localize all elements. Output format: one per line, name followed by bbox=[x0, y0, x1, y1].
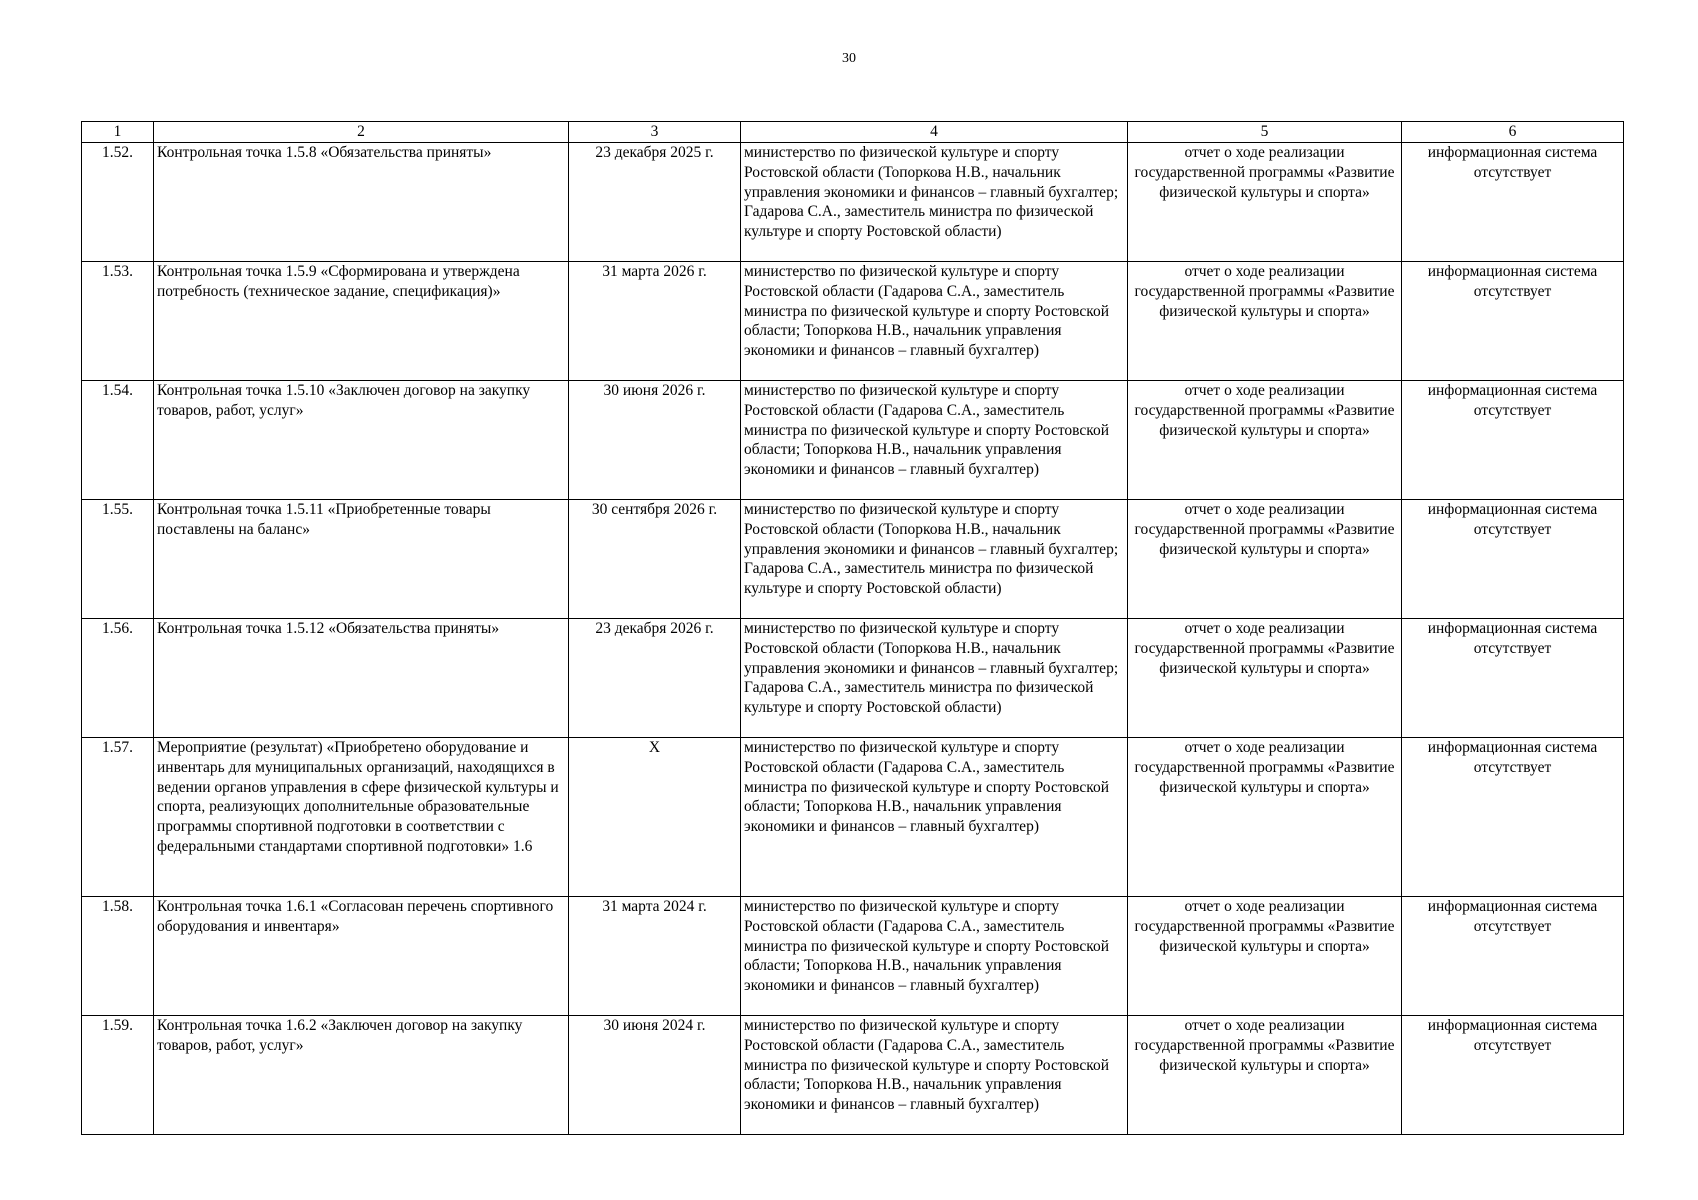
table-row bbox=[82, 500, 1624, 619]
row-number: 1.54. bbox=[82, 381, 154, 500]
row-system: информационная система отсутствует bbox=[1402, 1016, 1624, 1135]
row-date: 23 декабря 2025 г. bbox=[569, 143, 741, 262]
row-responsible: министерство по физической культуре и спорту Ростовской области (Гадарова С.А., заместитель министра по физической культуре и спорту Ростовской области; Топоркова Н.В., начальник управления экономики и финансов – главный бухгалтер) bbox=[741, 381, 1128, 500]
row-responsible: министерство по физической культуре и спорту Ростовской области (Гадарова С.А., заместитель министра по физической культуре и спорту Ростовской области; Топоркова Н.В., начальник управления экономики и финансов – главный бухгалтер) bbox=[741, 738, 1128, 897]
row-responsible: министерство по физической культуре и спорту Ростовской области (Гадарова С.А., заместитель министра по физической культуре и спорту Ростовской области; Топоркова Н.В., начальник управления экономики и финансов – главный бухгалтер) bbox=[741, 262, 1128, 381]
row-number: 1.58. bbox=[82, 897, 154, 1016]
row-name: Контрольная точка 1.5.12 «Обязательства приняты» bbox=[154, 619, 569, 738]
column-header-2: 2 bbox=[154, 122, 569, 143]
row-date: 30 июня 2024 г. bbox=[569, 1016, 741, 1135]
row-document: отчет о ходе реализации государственной программы «Развитие физической культуры и спорта» bbox=[1128, 381, 1402, 500]
table-row bbox=[82, 381, 1624, 500]
table-row bbox=[82, 619, 1624, 738]
row-date: Х bbox=[569, 738, 741, 897]
row-system: информационная система отсутствует bbox=[1402, 262, 1624, 381]
table-row bbox=[82, 897, 1624, 1016]
row-date: 23 декабря 2026 г. bbox=[569, 619, 741, 738]
row-responsible: министерство по физической культуре и спорту Ростовской области (Гадарова С.А., заместитель министра по физической культуре и спорту Ростовской области; Топоркова Н.В., начальник управления экономики и финансов – главный бухгалтер) bbox=[741, 897, 1128, 1016]
column-header-5: 5 bbox=[1128, 122, 1402, 143]
row-name: Контрольная точка 1.5.9 «Сформирована и утверждена потребность (техническое задание, спецификация)» bbox=[154, 262, 569, 381]
column-header-6: 6 bbox=[1402, 122, 1624, 143]
row-name: Контрольная точка 1.5.8 «Обязательства приняты» bbox=[154, 143, 569, 262]
row-name: Контрольная точка 1.6.2 «Заключен договор на закупку товаров, работ, услуг» bbox=[154, 1016, 569, 1135]
row-document: отчет о ходе реализации государственной программы «Развитие физической культуры и спорта» bbox=[1128, 738, 1402, 897]
row-document: отчет о ходе реализации государственной программы «Развитие физической культуры и спорта» bbox=[1128, 897, 1402, 1016]
row-number: 1.53. bbox=[82, 262, 154, 381]
row-name: Контрольная точка 1.5.10 «Заключен договор на закупку товаров, работ, услуг» bbox=[154, 381, 569, 500]
row-date: 30 сентября 2026 г. bbox=[569, 500, 741, 619]
table-row bbox=[82, 143, 1624, 262]
row-system: информационная система отсутствует bbox=[1402, 500, 1624, 619]
row-number: 1.56. bbox=[82, 619, 154, 738]
row-date: 30 июня 2026 г. bbox=[569, 381, 741, 500]
table-row bbox=[82, 262, 1624, 381]
row-date: 31 марта 2024 г. bbox=[569, 897, 741, 1016]
row-system: информационная система отсутствует bbox=[1402, 381, 1624, 500]
row-number: 1.52. bbox=[82, 143, 154, 262]
row-responsible: министерство по физической культуре и спорту Ростовской области (Топоркова Н.В., начальник управления экономики и финансов – главный бухгалтер; Гадарова С.А., заместитель министра по физической культуре и спорту Ростовской области) bbox=[741, 619, 1128, 738]
row-document: отчет о ходе реализации государственной программы «Развитие физической культуры и спорта» bbox=[1128, 1016, 1402, 1135]
row-date: 31 марта 2026 г. bbox=[569, 262, 741, 381]
row-document: отчет о ходе реализации государственной программы «Развитие физической культуры и спорта» bbox=[1128, 262, 1402, 381]
row-number: 1.59. bbox=[82, 1016, 154, 1135]
table-row bbox=[82, 738, 1624, 897]
row-responsible: министерство по физической культуре и спорту Ростовской области (Топоркова Н.В., начальник управления экономики и финансов – главный бухгалтер; Гадарова С.А., заместитель министра по физической культуре и спорту Ростовской области) bbox=[741, 143, 1128, 262]
row-system: информационная система отсутствует bbox=[1402, 897, 1624, 1016]
row-number: 1.55. bbox=[82, 500, 154, 619]
row-system: информационная система отсутствует bbox=[1402, 738, 1624, 897]
row-system: информационная система отсутствует bbox=[1402, 619, 1624, 738]
row-number: 1.57. bbox=[82, 738, 154, 897]
row-name: Контрольная точка 1.6.1 «Согласован перечень спортивного оборудования и инвентаря» bbox=[154, 897, 569, 1016]
header-row bbox=[82, 122, 1624, 143]
row-document: отчет о ходе реализации государственной программы «Развитие физической культуры и спорта» bbox=[1128, 500, 1402, 619]
row-name: Мероприятие (результат) «Приобретено оборудование и инвентарь для муниципальных организаций, находящихся в ведении органов управления в сфере физической культуры и спорта, реализующих дополнительные образовательные программы спортивной подготовки в соответствии с федеральными стандартами спортивной подготовки» 1.6 bbox=[154, 738, 569, 897]
row-name: Контрольная точка 1.5.11 «Приобретенные товары поставлены на баланс» bbox=[154, 500, 569, 619]
table-body bbox=[82, 143, 1624, 1135]
table-row bbox=[82, 1016, 1624, 1135]
row-responsible: министерство по физической культуре и спорту Ростовской области (Гадарова С.А., заместитель министра по физической культуре и спорту Ростовской области; Топоркова Н.В., начальник управления экономики и финансов – главный бухгалтер) bbox=[741, 1016, 1128, 1135]
page-number: 30 bbox=[842, 51, 856, 66]
column-header-3: 3 bbox=[569, 122, 741, 143]
row-system: информационная система отсутствует bbox=[1402, 143, 1624, 262]
column-header-1: 1 bbox=[82, 122, 154, 143]
plan-table bbox=[81, 121, 1624, 1135]
row-document: отчет о ходе реализации государственной программы «Развитие физической культуры и спорта» bbox=[1128, 619, 1402, 738]
row-document: отчет о ходе реализации государственной программы «Развитие физической культуры и спорта» bbox=[1128, 143, 1402, 262]
row-responsible: министерство по физической культуре и спорту Ростовской области (Топоркова Н.В., начальник управления экономики и финансов – главный бухгалтер; Гадарова С.А., заместитель министра по физической культуре и спорту Ростовской области) bbox=[741, 500, 1128, 619]
table-header bbox=[82, 122, 1624, 143]
column-header-4: 4 bbox=[741, 122, 1128, 143]
